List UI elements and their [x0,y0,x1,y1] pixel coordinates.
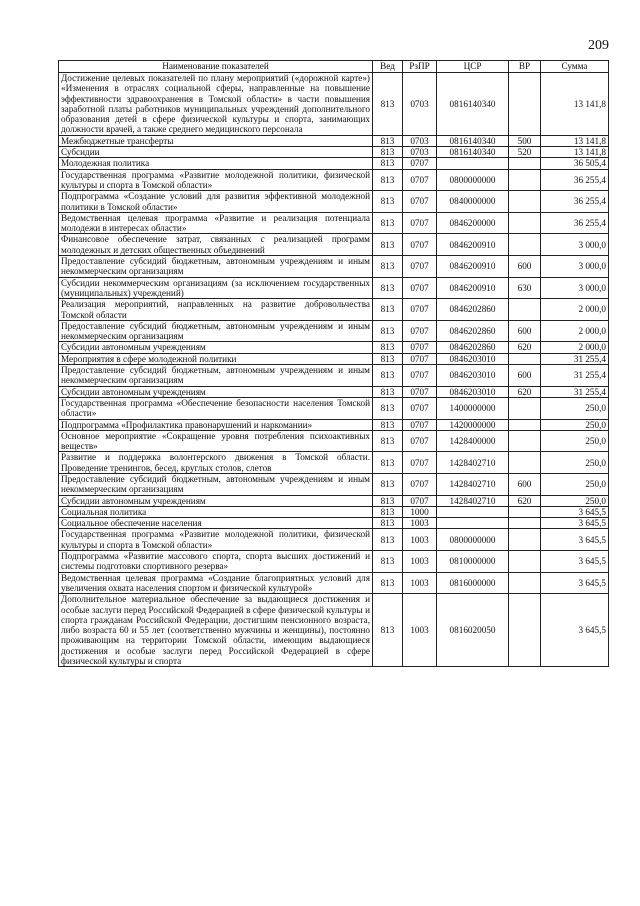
cell-name: Субсидии автономным учреждениям [59,342,373,353]
cell-ved: 813 [373,147,403,158]
cell-csr: 0846203010 [437,353,509,364]
cell-vr [509,169,541,191]
cell-rzpr: 0707 [403,419,437,430]
cell-sum: 3 645,5 [541,572,609,594]
cell-ved: 813 [373,529,403,551]
cell-name: Межбюджетные трансферты [59,135,373,146]
cell-ved: 813 [373,212,403,234]
cell-rzpr: 1003 [403,551,437,573]
cell-rzpr: 0707 [403,365,437,387]
cell-sum: 250,0 [541,452,609,474]
cell-vr [509,191,541,213]
cell-rzpr: 0707 [403,473,437,495]
cell-vr: 600 [509,320,541,342]
cell-ved: 813 [373,320,403,342]
cell-sum: 31 255,4 [541,386,609,397]
cell-name: Государственная программа «Развитие молодежной политики, физической культуры и спорта в Томской области» [59,529,373,551]
cell-ved: 813 [373,365,403,387]
cell-csr: 1428402710 [437,452,509,474]
cell-vr [509,518,541,529]
table-row [59,386,609,397]
cell-csr: 0816140340 [437,135,509,146]
cell-rzpr: 0707 [403,342,437,353]
cell-name: Государственная программа «Обеспечение безопасности населения Томской области» [59,397,373,419]
table-row [59,342,609,353]
header-name: Наименование показателей [59,61,373,73]
cell-ved: 813 [373,73,403,136]
table-row [59,594,609,667]
cell-sum: 3 645,5 [541,551,609,573]
table-row [59,147,609,158]
cell-vr [509,529,541,551]
cell-ved: 813 [373,594,403,667]
cell-csr: 1428402710 [437,473,509,495]
cell-name: Предоставление субсидий бюджетным, автономным учреждениям и иным некоммерческим организациям [59,256,373,278]
cell-name: Социальная политика [59,506,373,517]
cell-vr: 600 [509,256,541,278]
cell-name: Предоставление субсидий бюджетным, автономным учреждениям и иным некоммерческим организациям [59,473,373,495]
cell-sum: 2 000,0 [541,299,609,321]
cell-ved: 813 [373,452,403,474]
cell-sum: 31 255,4 [541,365,609,387]
cell-csr: 0816140340 [437,73,509,136]
cell-csr: 0800000000 [437,529,509,551]
cell-ved: 813 [373,572,403,594]
cell-name: Подпрограмма «Создание условий для развития эффективной молодежной политики в Томской области» [59,191,373,213]
cell-rzpr: 0703 [403,147,437,158]
table-row [59,529,609,551]
table-header-row [59,61,609,73]
cell-csr [437,506,509,517]
cell-vr [509,158,541,169]
cell-csr: 0846203010 [437,386,509,397]
header-csr: ЦСР [437,61,509,73]
cell-sum: 36 255,4 [541,169,609,191]
cell-vr: 500 [509,135,541,146]
cell-vr [509,452,541,474]
cell-csr: 0800000000 [437,169,509,191]
header-sum: Сумма [541,61,609,73]
cell-vr: 620 [509,495,541,506]
cell-vr [509,506,541,517]
cell-vr [509,594,541,667]
cell-vr: 620 [509,342,541,353]
cell-ved: 813 [373,495,403,506]
cell-sum: 13 141,8 [541,147,609,158]
cell-sum: 13 141,8 [541,135,609,146]
cell-csr: 0846200910 [437,277,509,299]
cell-csr: 0816140340 [437,147,509,158]
table-row [59,191,609,213]
cell-rzpr: 1003 [403,518,437,529]
table-row [59,397,609,419]
cell-csr [437,518,509,529]
cell-ved: 813 [373,397,403,419]
cell-name: Социальное обеспечение населения [59,518,373,529]
cell-ved: 813 [373,191,403,213]
cell-sum: 3 645,5 [541,506,609,517]
cell-vr: 520 [509,147,541,158]
cell-ved: 813 [373,386,403,397]
cell-rzpr: 0707 [403,495,437,506]
table-row [59,353,609,364]
cell-csr: 1400000000 [437,397,509,419]
cell-name: Субсидии некоммерческим организациям (за исключением государственных (муниципальных) учреждений) [59,277,373,299]
cell-rzpr: 1000 [403,506,437,517]
cell-vr: 600 [509,365,541,387]
cell-vr [509,419,541,430]
cell-ved: 813 [373,169,403,191]
cell-rzpr: 0707 [403,320,437,342]
cell-sum: 250,0 [541,430,609,452]
cell-vr [509,430,541,452]
cell-name: Молодежная политика [59,158,373,169]
cell-sum: 36 505,4 [541,158,609,169]
cell-csr: 0846203010 [437,365,509,387]
cell-csr: 0846200000 [437,212,509,234]
cell-name: Подпрограмма «Развитие массового спорта, спорта высших достижений и системы подготовки спортивного резерва» [59,551,373,573]
table-row [59,234,609,256]
cell-rzpr: 0707 [403,386,437,397]
cell-name: Основное мероприятие «Сокращение уровня потребления психоактивных веществ» [59,430,373,452]
cell-name: Развитие и поддержка волонтерского движения в Томской области. Проведение тренингов, бесед, круглых столов, слетов [59,452,373,474]
cell-sum: 3 645,5 [541,518,609,529]
table-row [59,365,609,387]
cell-csr: 0846200910 [437,256,509,278]
cell-csr: 1428402710 [437,495,509,506]
cell-rzpr: 0707 [403,158,437,169]
cell-vr: 630 [509,277,541,299]
cell-ved: 813 [373,299,403,321]
cell-name: Дополнительное материальное обеспечение за выдающиеся достижения и особые заслуги перед Российской Федерацией в сфере физической культуры и спорта гражданам Российской Федерации, достигшим пенсионного возраста, либо возраста 60 и 55 лет (соответственно мужчины и женщины), постоянно проживающим на территории Томской области, имеющим выдающиеся достижения и особые заслуги перед Российской Федерацией в сфере физической культуры и спорта [59,594,373,667]
cell-name: Реализация мероприятий, направленных на развитие добровольчества Томской области [59,299,373,321]
cell-name: Предоставление субсидий бюджетным, автономным учреждениям и иным некоммерческим организациям [59,320,373,342]
table-row [59,518,609,529]
cell-name: Ведомственная целевая программа «Создание благоприятных условий для увеличения охвата населения спортом и физической культурой» [59,572,373,594]
cell-rzpr: 1003 [403,594,437,667]
table-row [59,277,609,299]
header-vr: ВР [509,61,541,73]
table-row [59,73,609,136]
header-rzpr: РзПР [403,61,437,73]
table-row [59,430,609,452]
cell-sum: 3 000,0 [541,256,609,278]
cell-name: Субсидии автономным учреждениям [59,386,373,397]
cell-rzpr: 0707 [403,234,437,256]
cell-csr: 0810000000 [437,551,509,573]
cell-vr [509,397,541,419]
table-row [59,158,609,169]
cell-name: Ведомственная целевая программа «Развитие и реализация потенциала молодежи в интересах области» [59,212,373,234]
cell-ved: 813 [373,234,403,256]
cell-rzpr: 0707 [403,212,437,234]
cell-ved: 813 [373,277,403,299]
cell-csr: 0816000000 [437,572,509,594]
cell-name: Финансовое обеспечение затрат, связанных с реализацией программ молодежных и детских общественных объединений [59,234,373,256]
cell-rzpr: 0707 [403,169,437,191]
table-row [59,551,609,573]
cell-name: Субсидии автономным учреждениям [59,495,373,506]
cell-ved: 813 [373,506,403,517]
cell-rzpr: 1003 [403,529,437,551]
cell-vr [509,73,541,136]
cell-ved: 813 [373,158,403,169]
cell-rzpr: 0707 [403,430,437,452]
cell-rzpr: 0707 [403,299,437,321]
cell-sum: 31 255,4 [541,353,609,364]
cell-rzpr: 0707 [403,353,437,364]
cell-ved: 813 [373,518,403,529]
cell-csr: 0816020050 [437,594,509,667]
cell-sum: 3 645,5 [541,594,609,667]
cell-sum: 36 255,4 [541,191,609,213]
cell-vr: 620 [509,386,541,397]
cell-ved: 813 [373,419,403,430]
cell-vr [509,572,541,594]
page-number: 209 [588,38,609,53]
cell-csr: 1428400000 [437,430,509,452]
cell-sum: 36 255,4 [541,212,609,234]
cell-vr: 600 [509,473,541,495]
cell-sum: 13 141,8 [541,73,609,136]
cell-vr [509,551,541,573]
cell-vr [509,212,541,234]
table-row [59,495,609,506]
cell-sum: 250,0 [541,397,609,419]
cell-csr: 0846202860 [437,320,509,342]
cell-csr: 0846200910 [437,234,509,256]
cell-sum: 250,0 [541,419,609,430]
cell-ved: 813 [373,473,403,495]
cell-name: Достижение целевых показателей по плану мероприятий («дорожной карте») «Изменения в отраслях социальной сферы, направленные на повышение эффективности здравоохранения в Томской области» в части повышения заработной платы работников муниципальных учреждений дополнительного образования детей в сфере физической культуры и спорта, занимающих должности врачей, а также среднего медицинского персонала [59,73,373,136]
cell-csr: 1420000000 [437,419,509,430]
cell-ved: 813 [373,551,403,573]
cell-rzpr: 0707 [403,452,437,474]
table-row [59,299,609,321]
cell-name: Государственная программа «Развитие молодежной политики, физической культуры и спорта в Томской области» [59,169,373,191]
cell-vr [509,299,541,321]
cell-sum: 250,0 [541,495,609,506]
table-row [59,320,609,342]
cell-sum: 3 000,0 [541,277,609,299]
cell-csr: 0846202860 [437,342,509,353]
cell-rzpr: 0707 [403,256,437,278]
cell-rzpr: 0703 [403,135,437,146]
table-row [59,473,609,495]
cell-rzpr: 1003 [403,572,437,594]
table-row [59,572,609,594]
cell-ved: 813 [373,430,403,452]
cell-ved: 813 [373,342,403,353]
cell-name: Подпрограмма «Профилактика правонарушений и наркомании» [59,419,373,430]
cell-ved: 813 [373,135,403,146]
table-row [59,256,609,278]
table-row [59,419,609,430]
cell-rzpr: 0703 [403,73,437,136]
cell-rzpr: 0707 [403,277,437,299]
cell-sum: 3 000,0 [541,234,609,256]
cell-ved: 813 [373,256,403,278]
cell-vr [509,353,541,364]
table-row [59,169,609,191]
table-row [59,135,609,146]
cell-rzpr: 0707 [403,397,437,419]
cell-rzpr: 0707 [403,191,437,213]
cell-name: Предоставление субсидий бюджетным, автономным учреждениям и иным некоммерческим организациям [59,365,373,387]
cell-csr [437,158,509,169]
table-row [59,506,609,517]
table-row [59,452,609,474]
table-row [59,212,609,234]
cell-sum: 2 000,0 [541,342,609,353]
cell-sum: 250,0 [541,473,609,495]
header-ved: Вед [373,61,403,73]
cell-sum: 3 645,5 [541,529,609,551]
cell-name: Субсидии [59,147,373,158]
cell-sum: 2 000,0 [541,320,609,342]
cell-vr [509,234,541,256]
cell-csr: 0846202860 [437,299,509,321]
cell-ved: 813 [373,353,403,364]
cell-csr: 0840000000 [437,191,509,213]
budget-table [58,60,609,667]
cell-name: Мероприятия в сфере молодежной политики [59,353,373,364]
